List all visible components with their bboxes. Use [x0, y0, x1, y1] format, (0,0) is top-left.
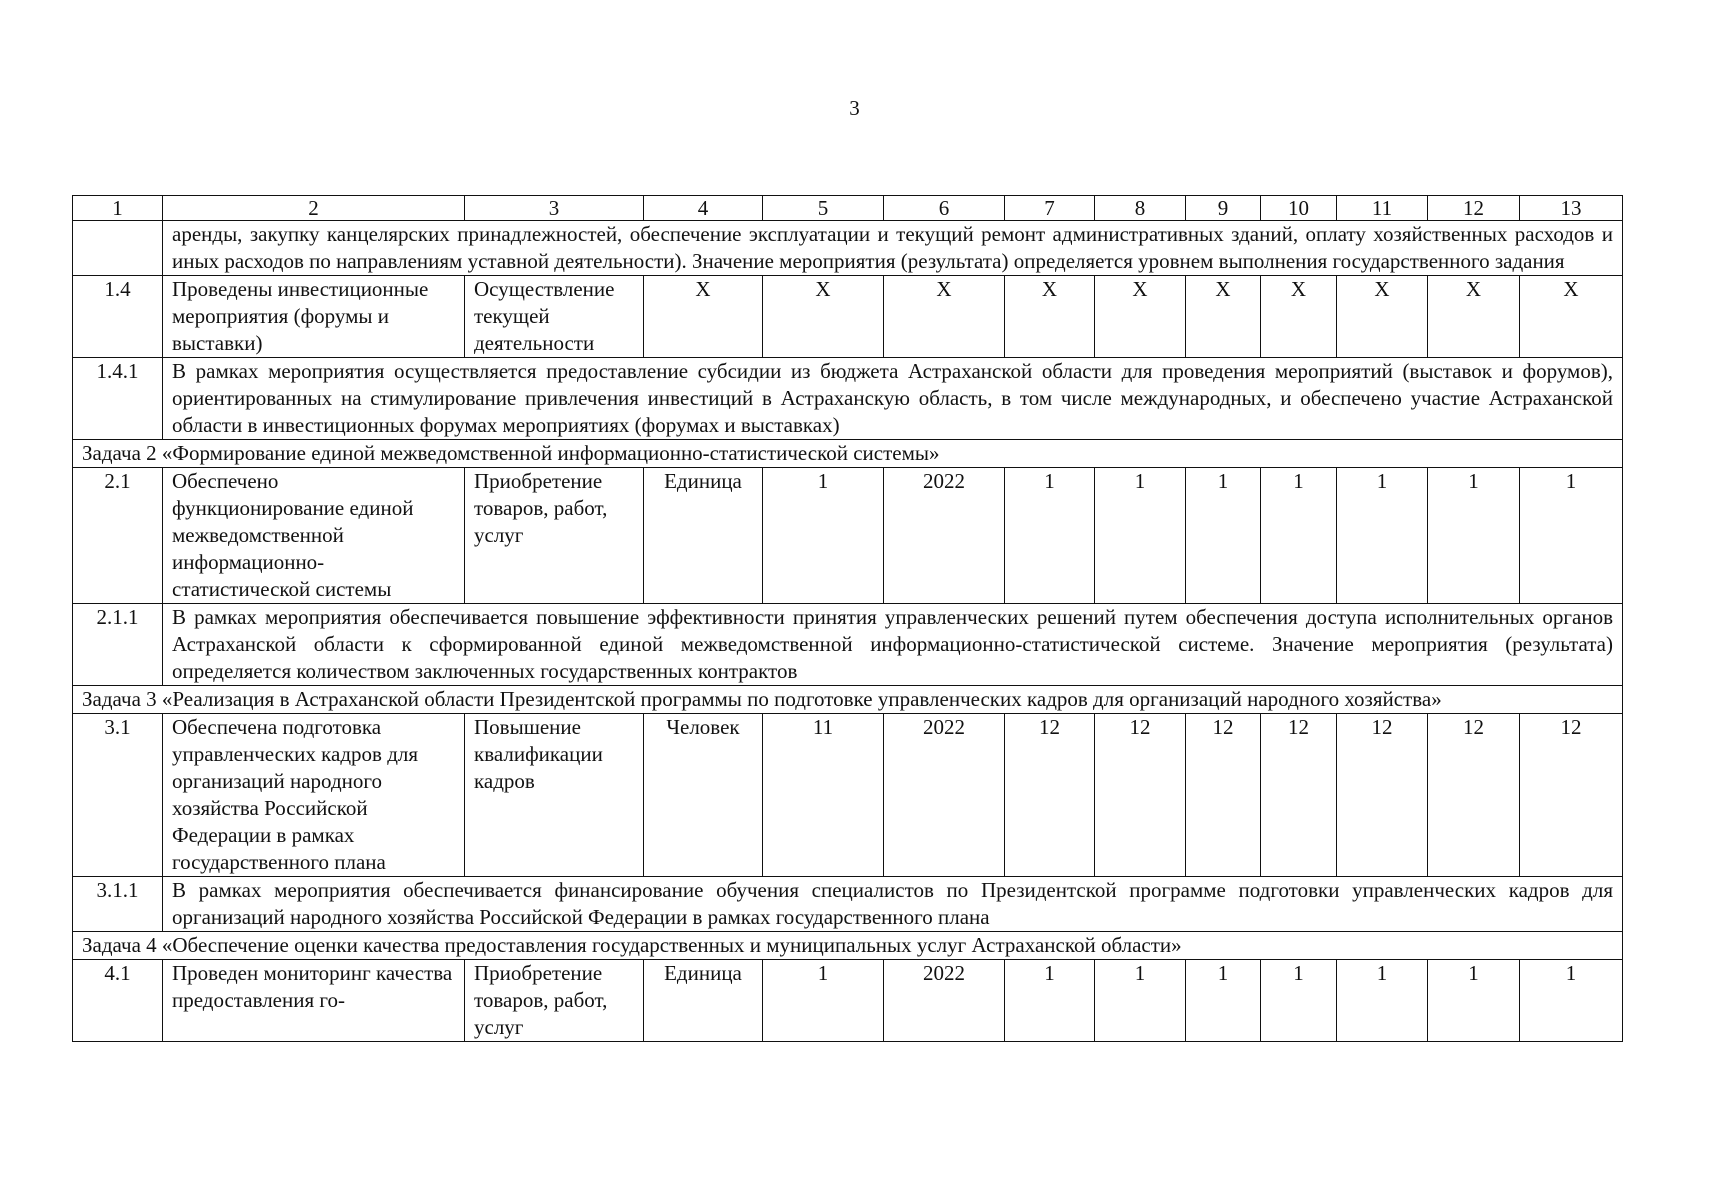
measure-value: 12	[1337, 714, 1428, 877]
header-cell: 5	[763, 196, 884, 221]
description-cell: В рамках мероприятия обеспечивается финансирование обучения специалистов по Президентской программе подготовки управленческих кадров для организаций народного хозяйства Российской Федерации в рамках государственного плана	[163, 877, 1623, 932]
measure-value: 1	[1520, 468, 1623, 604]
measure-number: 4.1	[73, 960, 163, 1042]
measure-unit: Человек	[644, 714, 763, 877]
measure-type: Приобретение товаров, работ, услуг	[465, 960, 644, 1042]
measure-type: Приобретение товаров, работ, услуг	[465, 468, 644, 604]
measure-value: 1	[1095, 960, 1186, 1042]
measure-name: Проведен мониторинг качества предоставления го-	[163, 960, 465, 1042]
task-heading: Задача 2 «Формирование единой межведомственной информационно-статистической системы»	[73, 440, 1623, 468]
header-cell: 9	[1186, 196, 1261, 221]
measure-unit: X	[644, 276, 763, 358]
measure-base-value: 1	[763, 468, 884, 604]
header-cell: 8	[1095, 196, 1186, 221]
measure-value: 1	[1261, 960, 1337, 1042]
task-row-2	[73, 440, 1623, 468]
measure-type: Повышение квалификации кадров	[465, 714, 644, 877]
header-cell: 3	[465, 196, 644, 221]
measure-name: Проведены инвестиционные мероприятия (форумы и выставки)	[163, 276, 465, 358]
measure-name: Обеспечено функционирование единой межведомственной информационно-статистической системы	[163, 468, 465, 604]
measure-value: 12	[1428, 714, 1520, 877]
measure-value: 1	[1186, 960, 1261, 1042]
measures-table	[72, 195, 1623, 1042]
measure-value: 1	[1005, 468, 1095, 604]
measure-value: X	[1428, 276, 1520, 358]
measure-value: 1	[1337, 960, 1428, 1042]
header-cell: 12	[1428, 196, 1520, 221]
measure-base-value: X	[763, 276, 884, 358]
measure-number: 3.1	[73, 714, 163, 877]
measure-value: 12	[1261, 714, 1337, 877]
measure-value: 12	[1095, 714, 1186, 877]
measure-base-year: 2022	[884, 960, 1005, 1042]
header-cell: 6	[884, 196, 1005, 221]
description-row-3-1-1	[73, 877, 1623, 932]
empty-number-cell	[73, 221, 163, 276]
continued-description-row	[73, 221, 1623, 276]
measure-value: X	[1520, 276, 1623, 358]
measure-value: 1	[1428, 960, 1520, 1042]
measure-base-year: X	[884, 276, 1005, 358]
measure-base-value: 1	[763, 960, 884, 1042]
description-cell: В рамках мероприятия обеспечивается повышение эффективности принятия управленческих решений путем обеспечения доступа исполнительных органов Астраханской области к сформированной единой межведомственной информационно-статистической системе. Значение мероприятия (результата) определяется количеством заключенных государственных контрактов	[163, 604, 1623, 686]
measure-row-1-4	[73, 276, 1623, 358]
measure-type: Осуществление текущей деятельности	[465, 276, 644, 358]
measure-number: 1.4	[73, 276, 163, 358]
measure-name: Обеспечена подготовка управленческих кадров для организаций народного хозяйства Российской Федерации в рамках государственного плана	[163, 714, 465, 877]
measure-value: 12	[1186, 714, 1261, 877]
task-row-3	[73, 686, 1623, 714]
header-cell: 7	[1005, 196, 1095, 221]
header-cell: 11	[1337, 196, 1428, 221]
measure-row-4-1	[73, 960, 1623, 1042]
measure-base-year: 2022	[884, 714, 1005, 877]
column-number-header	[73, 196, 1623, 221]
header-cell: 2	[163, 196, 465, 221]
measure-value: X	[1186, 276, 1261, 358]
measure-value: X	[1005, 276, 1095, 358]
measure-value: 1	[1095, 468, 1186, 604]
measure-value: 1	[1337, 468, 1428, 604]
measure-value: 1	[1261, 468, 1337, 604]
measure-value: 1	[1428, 468, 1520, 604]
measure-value: X	[1095, 276, 1186, 358]
measure-number: 2.1	[73, 468, 163, 604]
measure-value: 1	[1005, 960, 1095, 1042]
header-cell: 1	[73, 196, 163, 221]
header-cell: 10	[1261, 196, 1337, 221]
measure-unit: Единица	[644, 960, 763, 1042]
description-number: 1.4.1	[73, 358, 163, 440]
description-cell: аренды, закупку канцелярских принадлежностей, обеспечение эксплуатации и текущий ремонт административных зданий, оплату хозяйственных расходов и иных расходов по направлениям уставной деятельности). Значение мероприятия (результата) определяется уровнем выполнения государственного задания	[163, 221, 1623, 276]
header-cell: 13	[1520, 196, 1623, 221]
description-number: 3.1.1	[73, 877, 163, 932]
description-cell: В рамках мероприятия осуществляется предоставление субсидии из бюджета Астраханской области для проведения мероприятий (выставок и форумов), ориентированных на стимулирование привлечения инвестиций в Астраханскую область, в том числе международных, и обеспечено участие Астраханской области в инвестиционных форумах мероприятиях (форумах и выставках)	[163, 358, 1623, 440]
measure-value: 12	[1005, 714, 1095, 877]
measure-row-2-1	[73, 468, 1623, 604]
measure-value: 1	[1520, 960, 1623, 1042]
description-number: 2.1.1	[73, 604, 163, 686]
measure-value: 1	[1186, 468, 1261, 604]
task-heading: Задача 3 «Реализация в Астраханской области Президентской программы по подготовке управленческих кадров для организаций народного хозяйства»	[73, 686, 1623, 714]
task-heading: Задача 4 «Обеспечение оценки качества предоставления государственных и муниципальных услуг Астраханской области»	[73, 932, 1623, 960]
measure-value: 12	[1520, 714, 1623, 877]
measure-unit: Единица	[644, 468, 763, 604]
measure-row-3-1	[73, 714, 1623, 877]
task-row-4	[73, 932, 1623, 960]
measure-value: X	[1337, 276, 1428, 358]
description-row-2-1-1	[73, 604, 1623, 686]
measure-base-value: 11	[763, 714, 884, 877]
page-number: 3	[849, 96, 860, 120]
measure-base-year: 2022	[884, 468, 1005, 604]
description-row-1-4-1	[73, 358, 1623, 440]
header-cell: 4	[644, 196, 763, 221]
measure-value: X	[1261, 276, 1337, 358]
